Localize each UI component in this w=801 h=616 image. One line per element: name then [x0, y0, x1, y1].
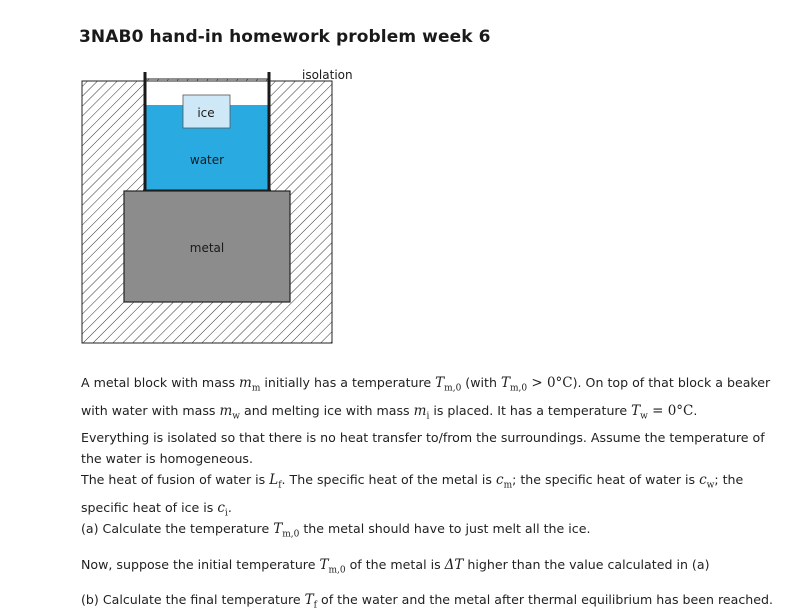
math-sub: m,0	[444, 383, 462, 394]
text-fragment: is placed. It has a temperature	[429, 402, 632, 418]
math-var: T	[304, 592, 314, 608]
paragraph-setup	[81, 372, 786, 427]
text-fragment: ). On top of that block a beaker with water with mass	[81, 375, 771, 418]
text-fragment: higher than the value calculated in (a)	[463, 557, 710, 572]
math-var: T	[435, 375, 445, 391]
math-sub: m,0	[282, 529, 300, 540]
metal-label: metal	[189, 241, 225, 255]
math-var: m	[239, 375, 252, 391]
text-fragment: ; the specific heat of water is	[512, 472, 700, 488]
text-fragment: of the water and the metal after thermal equilibrium has been reached.	[316, 592, 774, 607]
math-var: c	[496, 472, 504, 489]
ice-label: ice	[197, 106, 215, 120]
text-fragment: (with	[461, 375, 501, 390]
math-rel: > 0°C	[527, 375, 573, 391]
text-fragment: the metal should have to just melt all the ice.	[299, 521, 591, 536]
symbol-T-m0	[319, 557, 346, 576]
math-sub: i	[224, 508, 228, 519]
text-fragment: .	[693, 402, 698, 418]
math-sub: m,0	[509, 383, 528, 394]
suppose-statement	[81, 557, 709, 576]
math-sub: m,0	[328, 565, 346, 576]
math-sub: m	[251, 383, 261, 394]
math-var: T	[631, 402, 641, 419]
question-a	[81, 521, 590, 540]
math-var: m	[219, 402, 233, 419]
symbol-T-f	[304, 592, 317, 611]
symbol-m-m	[239, 375, 261, 394]
math-sub: f	[313, 600, 317, 611]
problem-statement	[81, 372, 786, 525]
text-fragment: A metal block with mass	[81, 375, 240, 390]
isolation-label: isolation	[302, 68, 353, 82]
math-sub: i	[426, 411, 430, 422]
paragraph-isolation: Everything is isolated so that there is no heat transfer to/from the surroundings. Assume the temperature of the water is homogeneous.	[81, 430, 765, 467]
text-fragment: The heat of fusion of water is	[81, 472, 270, 488]
symbol-delta-T: ΔT	[444, 557, 464, 573]
math-var: T	[273, 521, 283, 537]
symbol-T-m0	[435, 375, 462, 394]
math-sub: w	[706, 481, 715, 492]
text-fragment: .	[227, 500, 232, 516]
question-b	[81, 592, 773, 611]
math-var: L	[269, 472, 279, 489]
math-var: T	[500, 375, 510, 391]
symbol-c-w	[699, 472, 715, 492]
math-var: c	[699, 472, 707, 489]
paragraph-constants	[81, 469, 786, 524]
math-sub: m	[503, 481, 513, 492]
symbol-c-i	[217, 500, 228, 519]
symbol-m-i	[413, 402, 430, 422]
text-fragment: of the metal is	[345, 557, 445, 572]
symbol-L-f	[269, 472, 282, 492]
math-sub: f	[278, 481, 282, 492]
math-sub: w	[232, 411, 240, 422]
text-fragment: ; the specific heat of ice is	[81, 472, 744, 516]
math-rel: = 0°C	[647, 402, 694, 419]
text-fragment: . The specific heat of the metal is	[281, 472, 496, 488]
symbol-T-m0	[273, 521, 300, 540]
symbol-T-m0-condition	[500, 375, 573, 394]
symbol-m-w	[219, 402, 240, 422]
text-fragment: (a) Calculate the temperature	[81, 521, 274, 536]
symbol-c-m	[496, 472, 513, 492]
symbol-T-w-condition	[631, 402, 694, 422]
page-title: 3NAB0 hand-in homework problem week 6	[79, 27, 491, 47]
math-var: m	[413, 402, 427, 419]
math-var: T	[319, 557, 329, 573]
text-fragment: and melting ice with mass	[239, 402, 414, 418]
math-sub: w	[640, 411, 648, 422]
water-label: water	[189, 153, 225, 167]
text-fragment: initially has a temperature	[260, 375, 436, 390]
text-fragment: (b) Calculate the final temperature	[81, 592, 305, 607]
math-var: c	[217, 500, 225, 517]
text-fragment: Now, suppose the initial temperature	[81, 557, 320, 572]
